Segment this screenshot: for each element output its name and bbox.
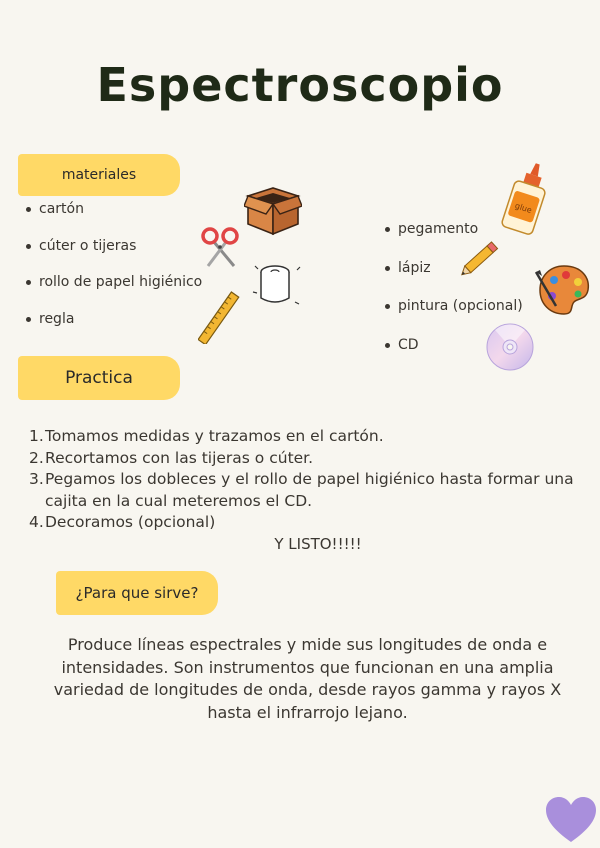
ruler-icon [198,290,242,344]
step-text: Tomamos medidas y trazamos en el cartón. [45,427,384,445]
palette-icon [534,262,592,318]
practica-label: Practica [65,368,133,388]
materials-list-left [22,200,202,346]
list-item: rollo de papel higiénico [22,273,202,310]
step-number: 3. [29,470,44,488]
list-item: cúter o tijeras [22,237,202,274]
list-item: pegamento [381,220,523,259]
list-item [29,469,600,512]
list-item [29,512,600,534]
materiales-tag [18,154,180,196]
box-icon [244,184,302,236]
step-text: Pegamos los dobleces y el rollo de papel higiénico hasta formar una cajita en la cual meteremos el CD. [45,470,574,510]
scissors-icon [200,226,240,268]
list-item: lápiz [381,259,523,298]
page-title: Espectroscopio [96,58,504,112]
cd-icon [485,322,535,372]
list-item: pintura (opcional) [381,297,523,336]
pencil-icon [456,236,504,282]
svg-text:glue: glue [513,201,533,216]
materiales-label: materiales [61,167,137,183]
list-item: CD [381,336,523,375]
list-item [29,448,600,470]
list-item [29,426,600,448]
practica-tag [18,356,180,400]
step-number: 4. [29,513,44,531]
toilet-paper-icon [251,262,303,310]
list-item: regla [22,310,202,347]
steps-list [29,426,600,534]
list-item: cartón [22,200,202,237]
step-number: 2. [29,448,44,467]
para-que-sirve-label: ¿Para que sirve? [75,584,199,602]
step-text: Recortamos con las tijeras o cúter. [45,448,314,467]
listo-text: Y LISTO!!!!! [274,535,362,553]
description-paragraph: Produce líneas espectrales y mide sus longitudes de onda e intensidades. Son instrumentos que funcionan en una amplia variedad de longitudes de onda, desde rayos gamma y rayos X hasta el infrarrojo lejano. [53,635,562,722]
para-que-sirve-tag [56,571,218,615]
glue-icon [498,160,554,238]
heart-icon [544,796,598,844]
step-text: Decoramos (opcional) [45,513,216,531]
step-number: 1. [29,427,44,445]
